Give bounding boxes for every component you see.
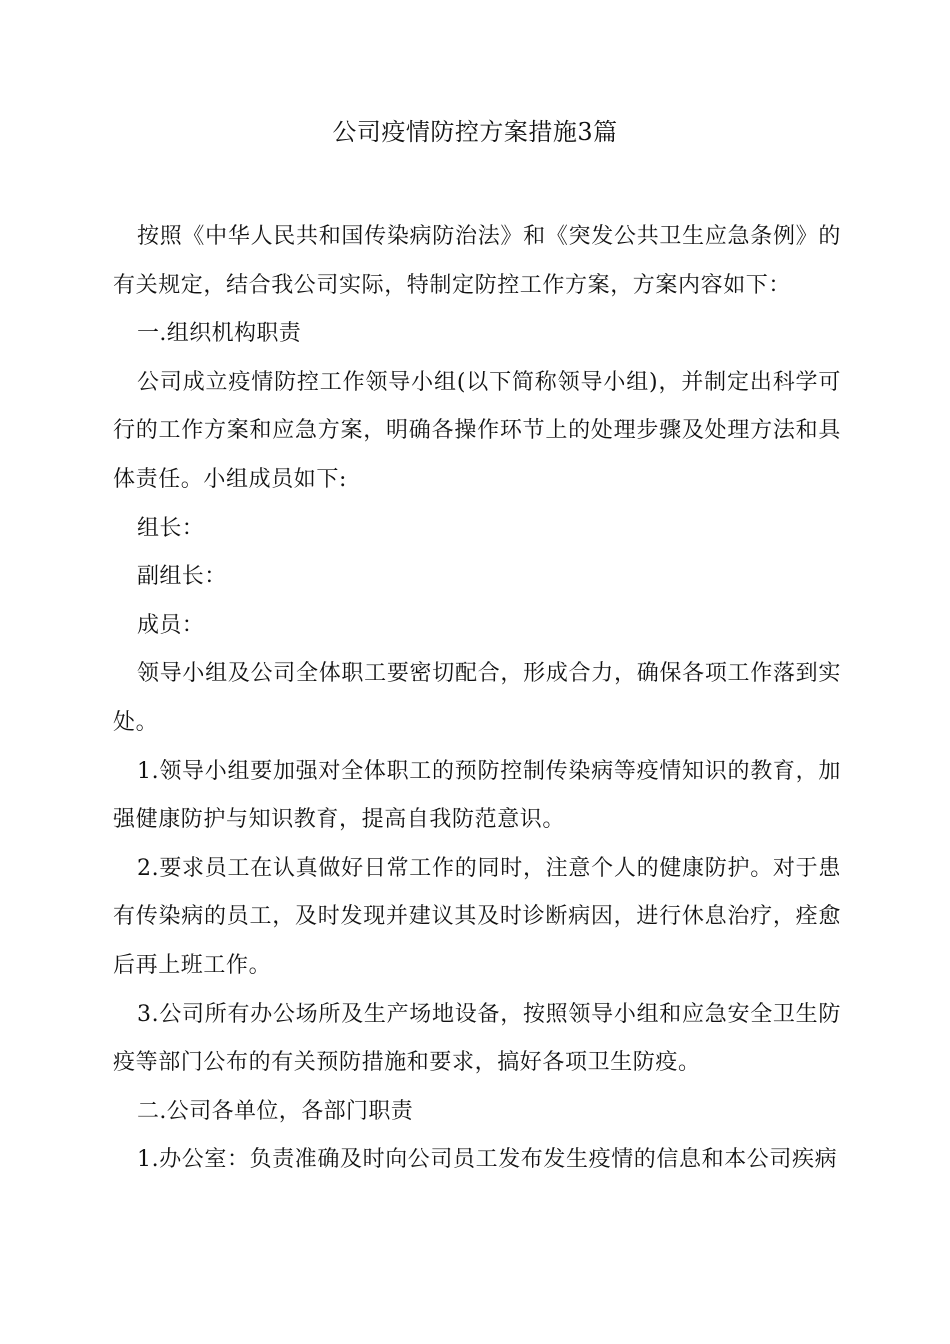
section-heading-organization: 一.组织机构职责 — [137, 321, 302, 347]
paragraph-office-duty: 1.办公室：负责准确及时向公司员工发布发生疫情的信息和本公司疾病 — [137, 1147, 838, 1173]
document-body — [113, 213, 841, 1185]
paragraph-intro: 按照《中华人民共和国传染病防治法》和《突发公共卫生应急条例》的有关规定，结合我公司实际，特制定防控工作方案，方案内容如下： — [113, 224, 841, 298]
paragraph-team-leader: 组长： — [137, 515, 205, 541]
section-heading-departments: 二.公司各单位，各部门职责 — [137, 1098, 414, 1124]
paragraph-cooperation: 领导小组及公司全体职工要密切配合，形成合力，确保各项工作落到实处。 — [113, 661, 841, 735]
paragraph-members: 成员： — [137, 612, 205, 638]
paragraph-item-2: 2.要求员工在认真做好日常工作的同时，注意个人的健康防护。对于患有传染病的员工，及时发现并建议其及时诊断病因，进行休息治疗，痊愈后再上班工作。 — [113, 855, 841, 978]
paragraph-leadership-group: 公司成立疫情防控工作领导小组(以下简称领导小组)，并制定出科学可行的工作方案和应急方案，明确各操作环节上的处理步骤及处理方法和具体责任。小组成员如下: — [113, 369, 841, 492]
document-title: 公司疫情防控方案措施3篇 — [332, 118, 618, 146]
paragraph-deputy-leader: 副组长： — [137, 564, 227, 590]
paragraph-item-1: 1.领导小组要加强对全体职工的预防控制传染病等疫情知识的教育，加强健康防护与知识教育，提高自我防范意识。 — [113, 758, 841, 833]
paragraph-item-3: 3.公司所有办公场所及生产场地设备，按照领导小组和应急安全卫生防疫等部门公布的有关预防措施和要求，搞好各项卫生防疫。 — [113, 1001, 841, 1076]
